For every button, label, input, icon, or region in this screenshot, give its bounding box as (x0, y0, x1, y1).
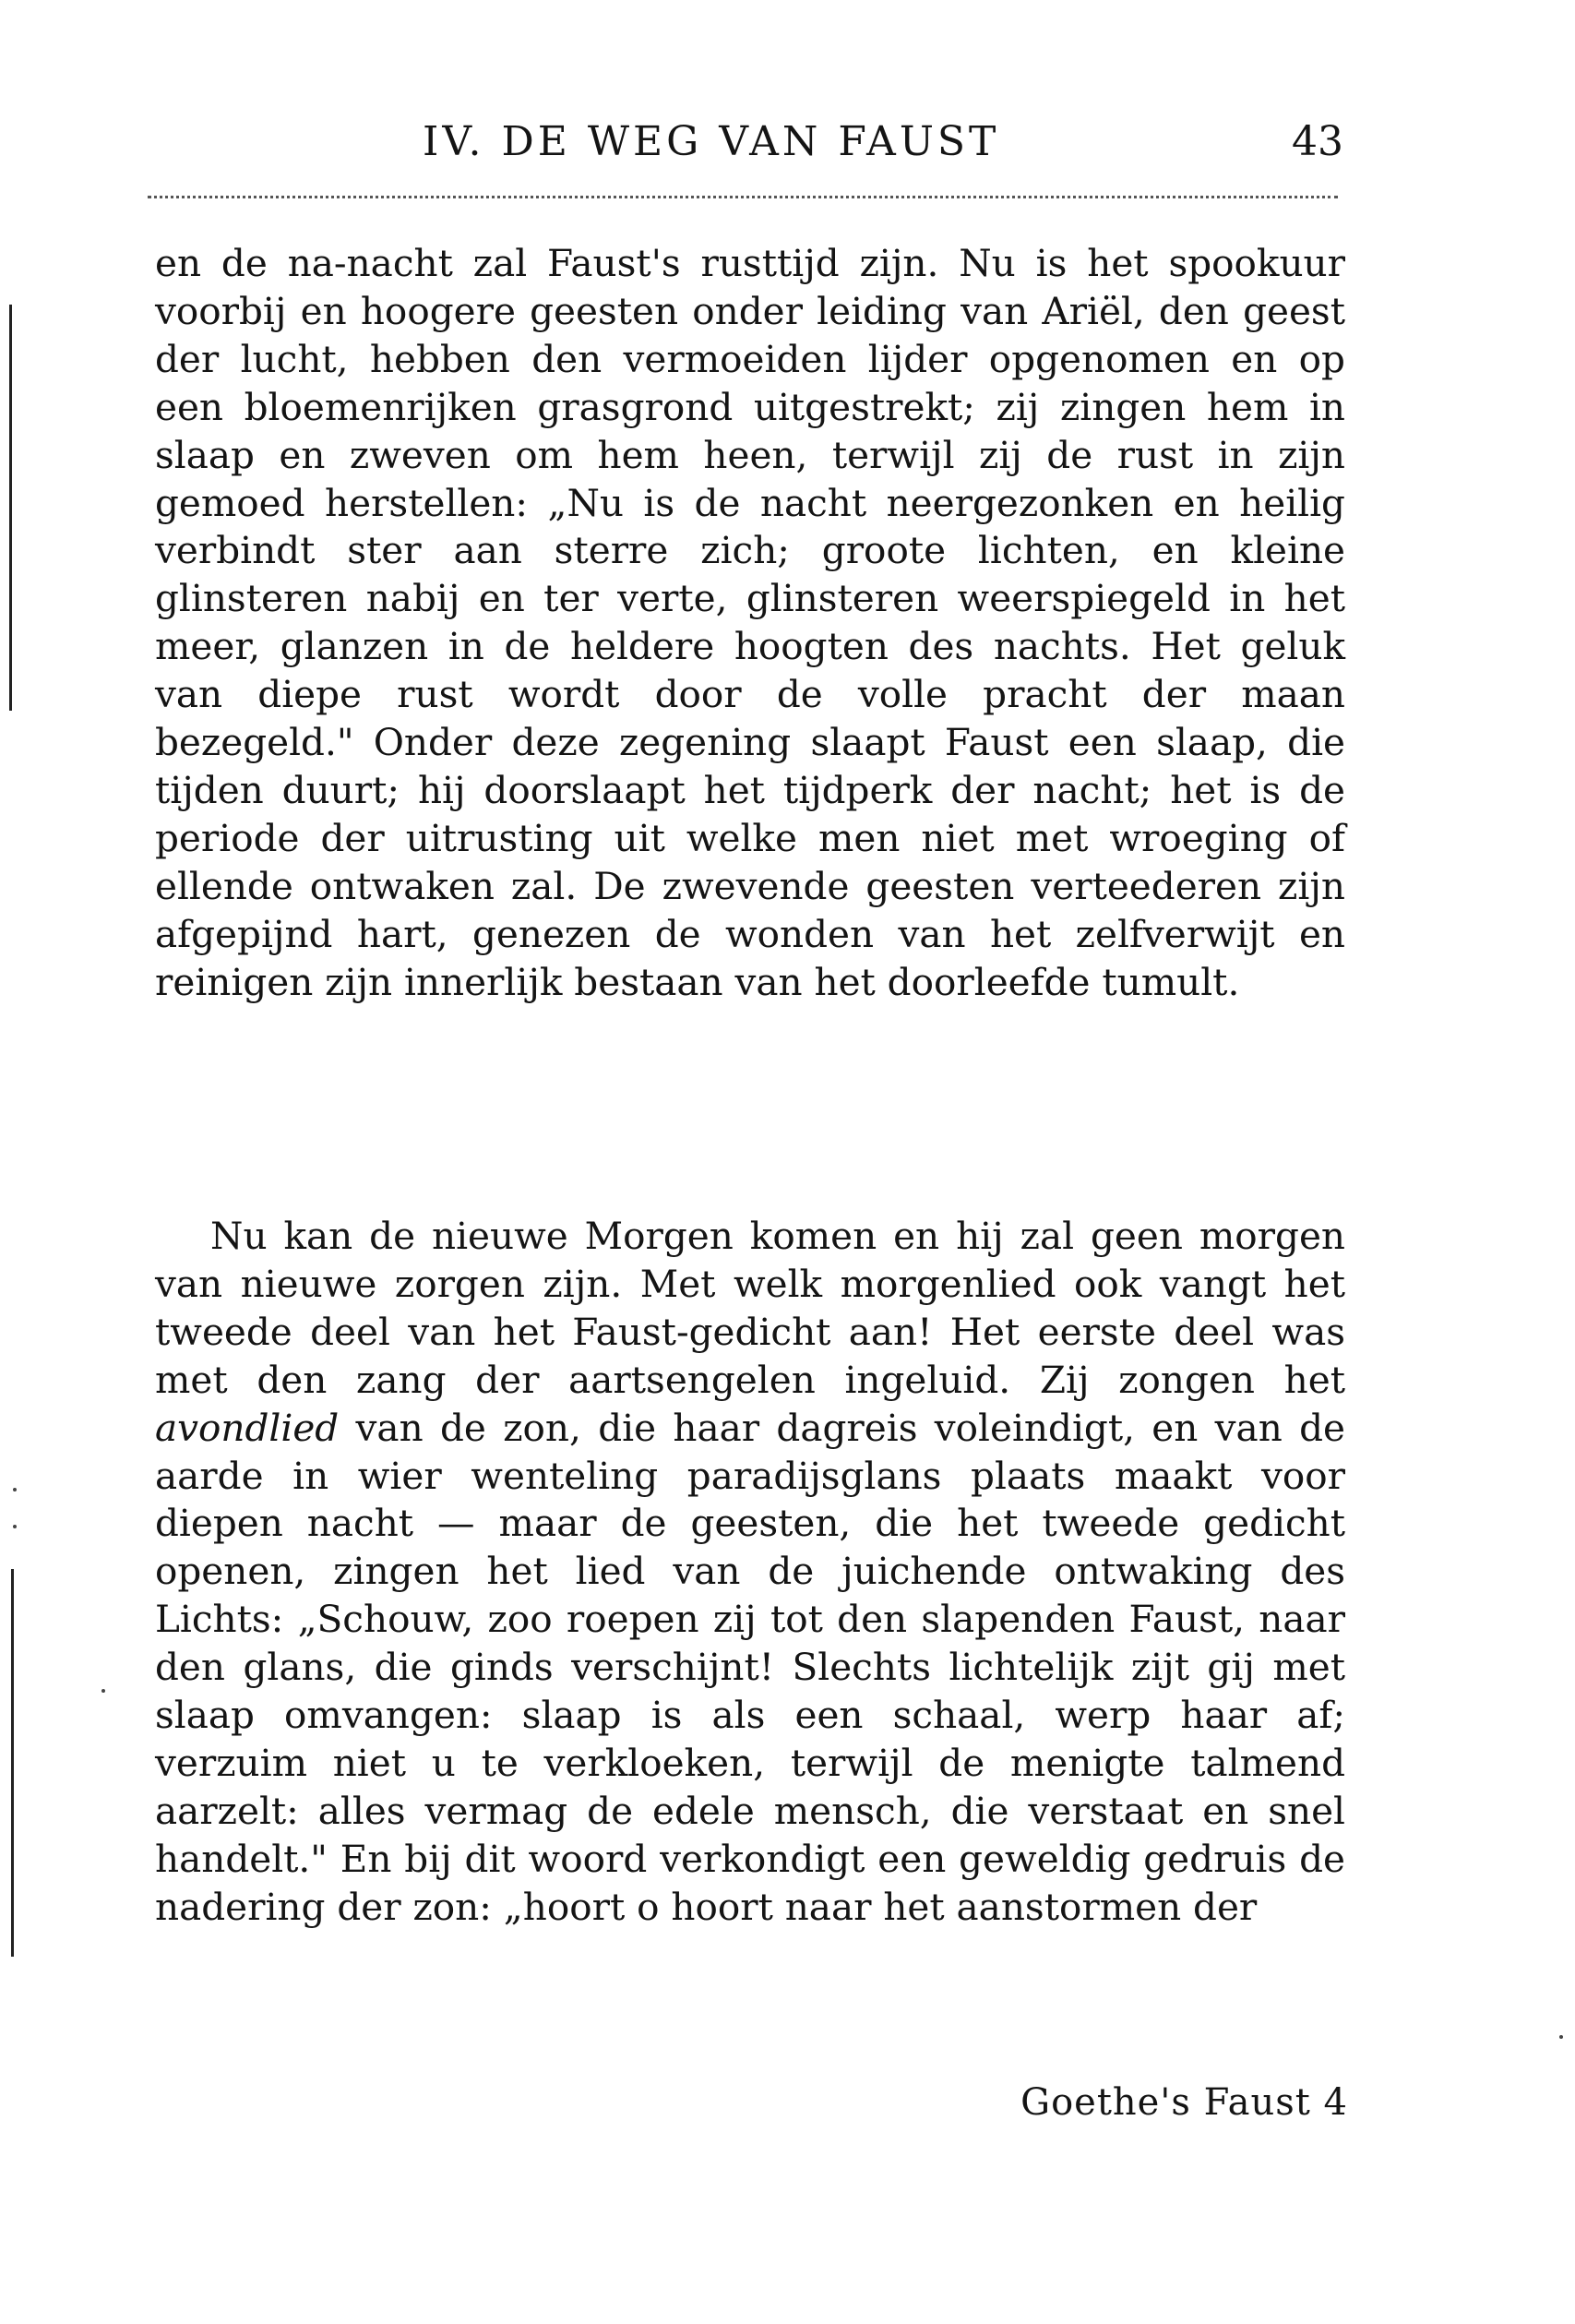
margin-line-mark (9, 305, 12, 711)
running-title: IV. DE WEG VAN FAUST (423, 118, 1000, 165)
header-dotted-rule (148, 196, 1338, 198)
italic-term: avondlied (155, 1405, 340, 1450)
paragraph-2 (155, 1213, 1345, 1932)
margin-dot-mark (13, 1525, 17, 1528)
paragraph-2-text-a: Nu kan de nieuwe Morgen komen en hij zal geen morgen van nieuwe zorgen zijn. Met welk morgenlied ook vangt het tweede deel van het Faust-gedicht aan! Het eerste deel was met den zang der aartsengelen ingeluid. Zij zongen het (155, 1214, 1345, 1402)
paragraph-2-text-b: van de zon, die haar dagreis voleindigt, en van de aarde in wier wenteling paradijsglans plaats maakt voor diepen nacht — maar de geesten, die het tweede gedicht openen, zingen het lied van de juichende ontwaking des Lichts: „Schouw, zoo roepen zij tot den slapenden Faust, naar den glans, die ginds verschijnt! Slechts lichtelijk zijt gij met slaap omvangen: slaap is als een schaal, werp haar af; verzuim niet u te verkloeken, terwijl de menigte talmend aarzelt: alles vermag de edele mensch, die verstaat en snel handelt." En bij dit woord verkondigt een geweldig gedruis de nadering der zon: „hoort o hoort naar het aanstormen der (155, 1405, 1345, 1929)
margin-line-mark (11, 1569, 14, 1957)
page-header (155, 118, 1343, 183)
signature-mark: Goethe's Faust 4 (1020, 2081, 1348, 2124)
paragraph-1-text: en de na-nacht zal Faust's rusttijd zijn. Nu is het spookuur voorbij en hoogere geesten onder leiding van Ariël, den geest der lucht, hebben den vermoeiden lijder opgenomen en op een bloemenrijken grasgrond uitgestrekt; zij zingen hem in slaap en zweven om hem heen, terwijl zij de rust in zijn gemoed herstellen: „Nu is de nacht neergezonken en heilig verbindt ster aan sterre zich; groote lichten, en kleine glinsteren nabij en ter verte, glinsteren weerspiegeld in het meer, glanzen in de heldere hoogten des nachts. Het geluk van diepe rust wordt door de volle pracht der maan bezegeld." Onder deze zegening slaapt Faust een slaap, die tijden duurt; hij doorslaapt het tijdperk der nacht; het is de periode der uitrusting uit welke men niet met wroeging of ellende ontwaken zal. De zwevende geesten verteederen zijn afgepijnd hart, genezen de wonden van het zelfverwijt en reinigen zijn innerlijk bestaan van het doorleefde tumult. (155, 241, 1345, 1004)
paragraph-2-text (155, 1213, 1345, 1932)
margin-dot-mark (13, 1488, 17, 1491)
page-number: 43 (1292, 118, 1343, 165)
margin-dot-mark (1559, 2035, 1563, 2039)
paragraph-1 (155, 240, 1345, 1007)
margin-dot-mark (101, 1689, 105, 1693)
